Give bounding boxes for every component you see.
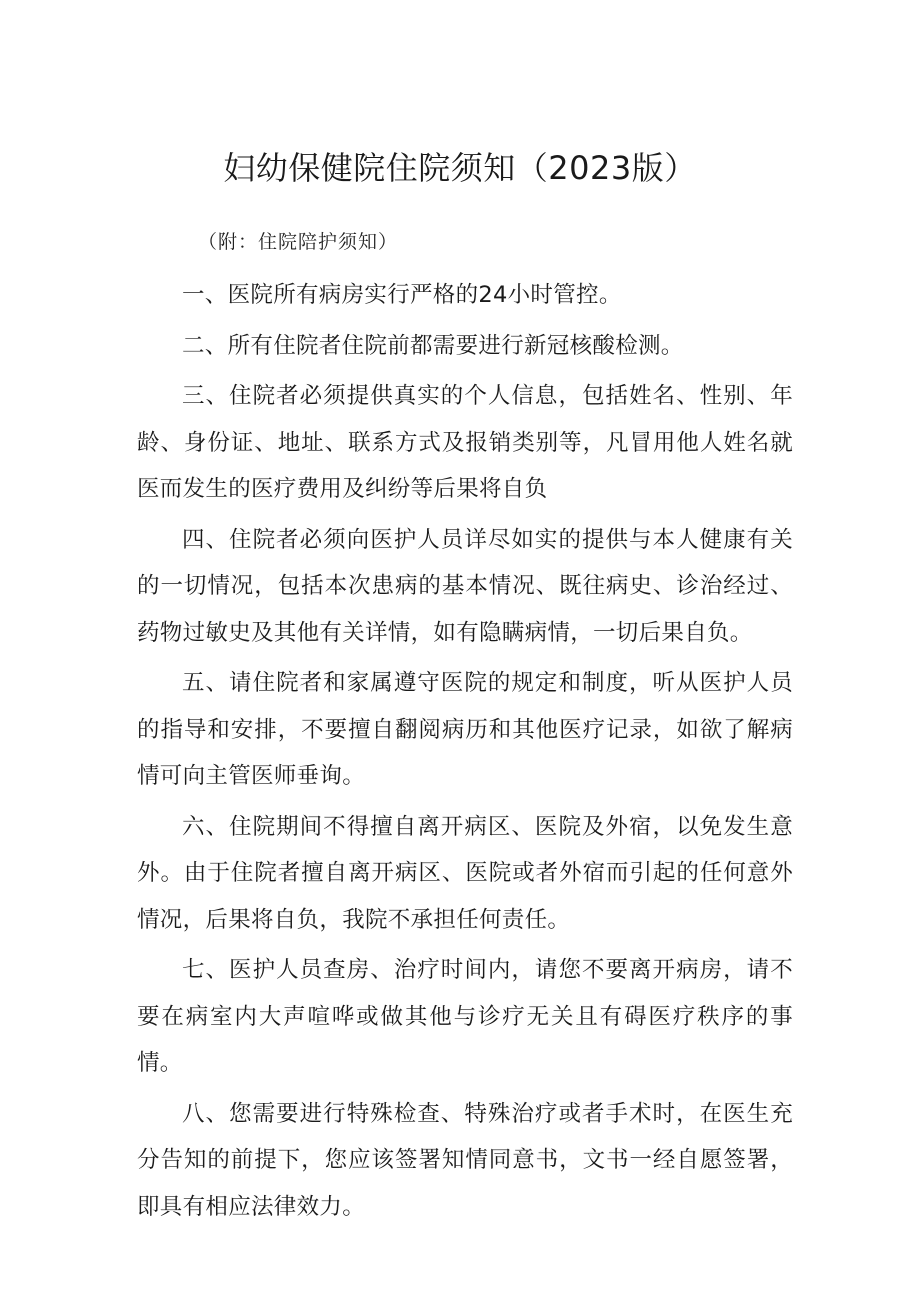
rule-paragraph-6: 六、住院期间不得擅自离开病区、医院及外宿，以免发生意外。由于住院者擅自离开病区、医院或者外宿而引起的任何意外情况，后果将自负，我院不承担任何责任。 xyxy=(137,813,793,933)
page-title: 妇幼保健院住院须知（2023版） xyxy=(223,149,697,187)
attachment-note: （附：住院陪护须知） xyxy=(198,231,399,253)
rule-paragraph-4: 四、住院者必须向医护人员详尽如实的提供与本人健康有关的一切情况，包括本次患病的基本情况、既往病史、诊治经过、药物过敏史及其他有关详情，如有隐瞒病情，一切后果自负。 xyxy=(137,526,793,646)
rule-paragraph-3: 三、住院者必须提供真实的个人信息，包括姓名、性别、年龄、身份证、地址、联系方式及报销类别等，凡冒用他人姓名就医而发生的医疗费用及纠纷等后果将自负 xyxy=(137,383,793,502)
document-body xyxy=(137,272,793,1234)
rule-paragraph-5: 五、请住院者和家属遵守医院的规定和制度，听从医护人员的指导和安排，不要擅自翻阅病历和其他医疗记录，如欲了解病情可向主管医师垂询。 xyxy=(137,670,793,789)
rule-paragraph-2: 二、所有住院者住院前都需要进行新冠核酸检测。 xyxy=(182,332,684,359)
rule-paragraph-1: 一、医院所有病房实行严格的24小时管控。 xyxy=(182,282,622,308)
rule-paragraph-7: 七、医护人员查房、治疗时间内，请您不要离开病房，请不要在病室内大声喧哗或做其他与诊疗无关且有碍医疗秩序的事情。 xyxy=(137,957,793,1076)
rule-paragraph-8: 八、您需要进行特殊检查、特殊治疗或者手术时，在医生充分告知的前提下，您应该签署知情同意书，文书一经自愿签署，即具有相应法律效力。 xyxy=(137,1100,793,1220)
